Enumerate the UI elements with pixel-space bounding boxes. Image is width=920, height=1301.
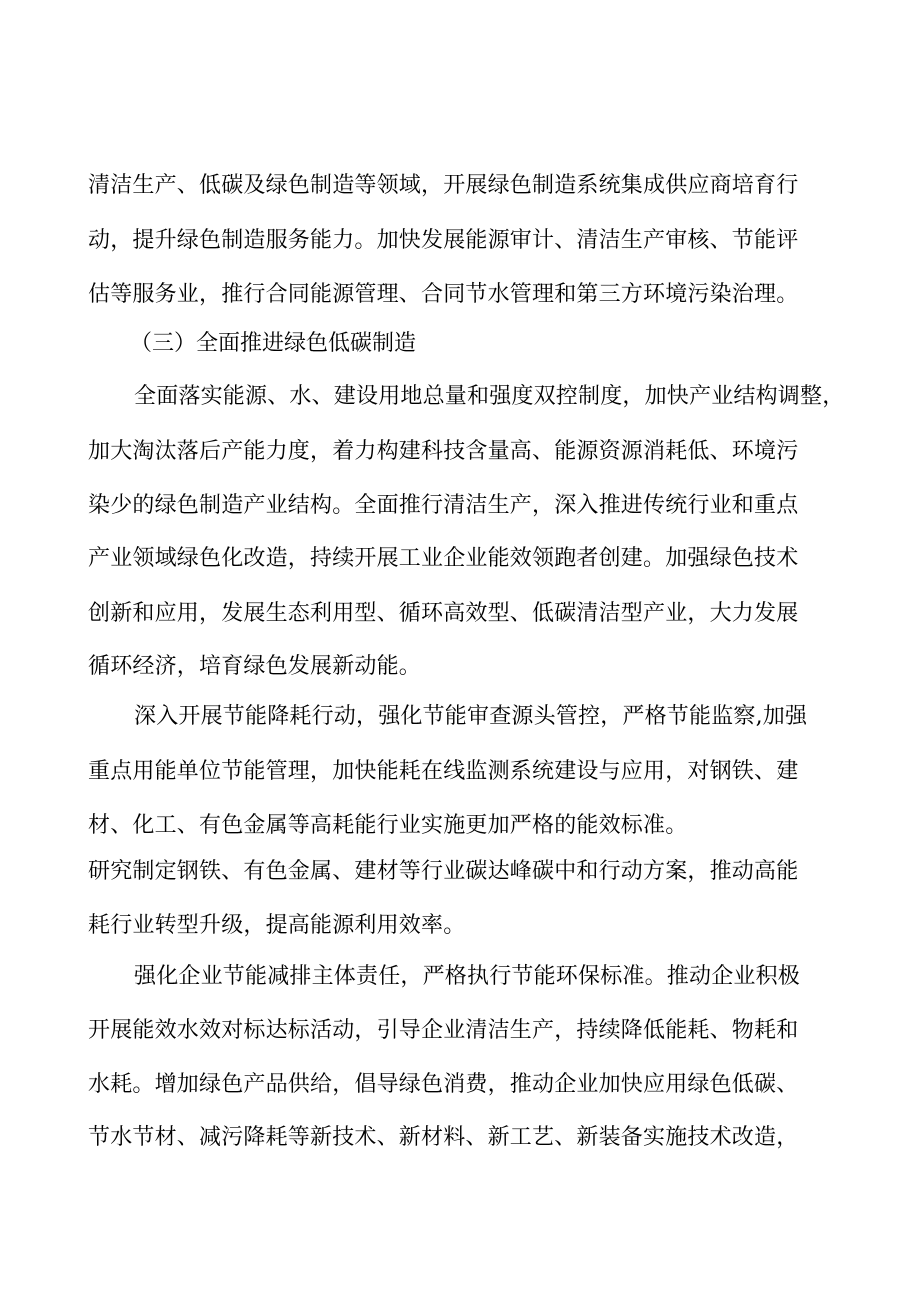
paragraph-4-line-1: 研究制定钢铁、有色金属、建材等行业碳达峰碳中和行动方案，推动高能 (88, 859, 799, 884)
paragraph-5-line-4: 节水节材、减污降耗等新技术、新材料、新工艺、新装备实施技术改造， (88, 1125, 799, 1150)
paragraph-1-line-3: 估等服务业，推行合同能源管理、合同节水管理和第三方环境污染治理。 (88, 282, 799, 307)
paragraph-5-line-3: 水耗。增加绿色产品供给，倡导绿色消费，推动企业加快应用绿色低碳、 (88, 1072, 799, 1097)
paragraph-2-line-1: 全面落实能源、水、建设用地总量和强度双控制度，加快产业结构调整， (134, 384, 845, 409)
paragraph-2-line-5: 创新和应用，发展生态利用型、循环高效型、低碳清洁型产业，大力发展 (88, 601, 799, 626)
paragraph-4-line-2: 耗行业转型升级，提高能源利用效率。 (88, 913, 466, 938)
paragraph-2-line-2: 加大淘汰落后产能力度，着力构建科技含量高、能源资源消耗低、环境污 (88, 439, 799, 464)
paragraph-2-line-6: 循环经济，培育绿色发展新动能。 (88, 654, 422, 679)
paragraph-3-line-3: 材、化工、有色金属等高耗能行业实施更加严格的能效标准。 (88, 813, 688, 838)
paragraph-1-line-2: 动，提升绿色制造服务能力。加快发展能源审计、清洁生产审核、节能评 (88, 228, 799, 253)
paragraph-3-line-1: 深入开展节能降耗行动，强化节能审查源头管控，严格节能监察,加强 (134, 704, 808, 729)
paragraph-2-line-4: 产业领域绿色化改造，持续开展工业企业能效领跑者创建。加强绿色技术 (88, 546, 799, 571)
section-heading: （三）全面推进绿色低碳制造 (130, 331, 417, 356)
paragraph-1-line-1: 清洁生产、低碳及绿色制造等领域，开展绿色制造系统集成供应商培育行 (88, 173, 799, 198)
paragraph-5-line-1: 强化企业节能减排主体责任，严格执行节能环保标准。推动企业积极 (134, 964, 801, 989)
paragraph-3-line-2: 重点用能单位节能管理，加快能耗在线监测系统建设与应用，对钢铁、建 (88, 759, 799, 784)
paragraph-2-line-3: 染少的绿色制造产业结构。全面推行清洁生产，深入推进传统行业和重点 (88, 493, 799, 518)
paragraph-5-line-2: 开展能效水效对标达标活动，引导企业清洁生产，持续降低能耗、物耗和 (88, 1018, 799, 1043)
